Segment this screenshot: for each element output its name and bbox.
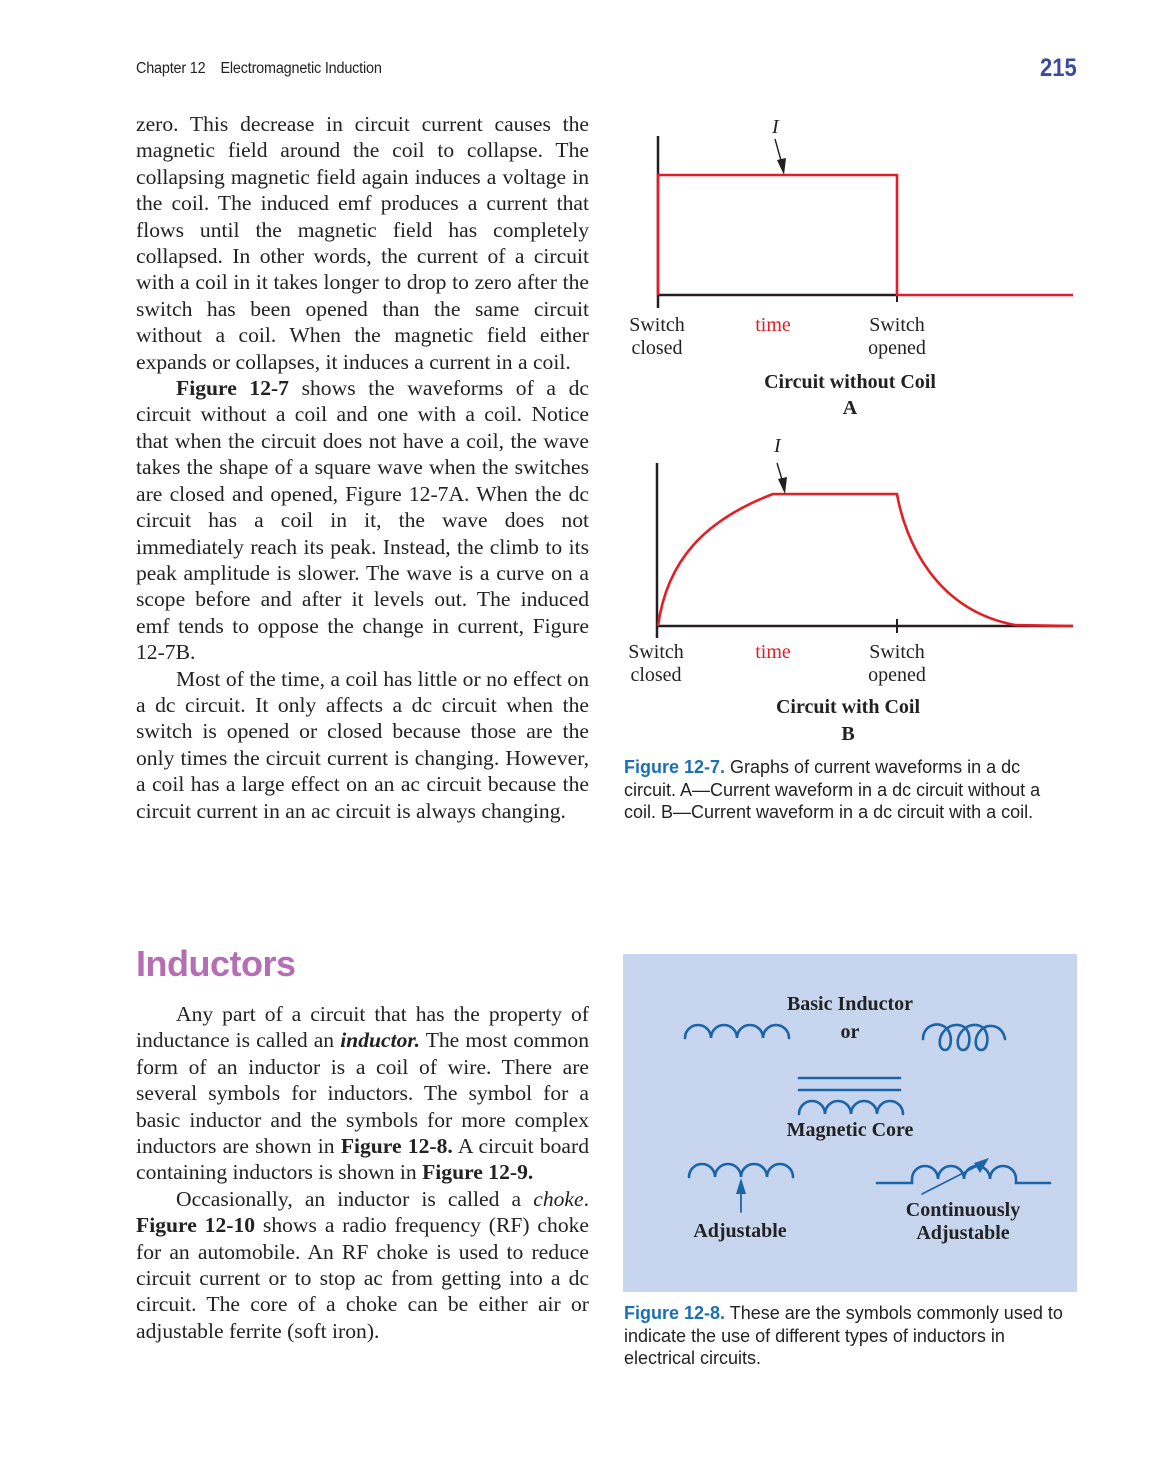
figure-12-7-caption	[624, 756, 1064, 824]
emphasized-text: Figure 12-10	[136, 1213, 256, 1238]
paragraph: Occasionally, an inductor is called a choke. Figure 12-10 shows a radio frequency (RF) choke for an automobile. An RF choke is used to reduce circuit current or to stop ac from getting into a dc circuit. The core of a choke can be either air or adjustable ferrite (soft iron).	[136, 1186, 589, 1343]
or-label: or	[840, 1021, 860, 1043]
magnetic-core-label: Magnetic Core	[786, 1119, 914, 1141]
paragraph: Any part of a circuit that has the property of inductance is called an inductor. The most common form of an inductor is a coil of wire. There are several symbols for inductors. The symbol for a basic inductor and the symbols for more complex inductors are shown in Figure 12-8. A circuit board containing inductors is shown in Figure 12-9.	[136, 1002, 589, 1185]
body-column	[136, 111, 589, 824]
paragraph: Most of the time, a coil has little or no effect on a dc circuit. It only affects a dc circuit when the switch is opened or closed because those are the only times the circuit current is changing. However, a coil has a large effect on an ac circuit because the circuit current in an ac circuit is always changing.	[136, 666, 589, 823]
current-label: I	[774, 435, 781, 457]
panel-b-letter: B	[841, 723, 855, 745]
page-number: 215	[1040, 54, 1077, 82]
figure-reference: Figure 12-8.	[624, 1303, 726, 1323]
running-head	[136, 60, 382, 78]
emphasized-text: Figure 12-9.	[422, 1160, 534, 1185]
switch-opened-label	[860, 641, 934, 687]
switch-opened-label	[860, 314, 934, 360]
chapter-title: Electromagnetic Induction	[220, 60, 382, 77]
panel-a-waveform	[658, 175, 1073, 295]
label-line: Switch	[869, 314, 925, 336]
caption-text: These are the symbols commonly used to indicate the use of different types of inductors in electrical circuits.	[624, 1303, 1063, 1368]
paragraph: Figure 12-7 shows the waveforms of a dc circuit without a coil and one with a coil. Notice that when the circuit does not have a coil, the wave takes the shape of a square wave when the switches are closed and opened, Figure 12-7A. When the dc circuit has a coil in it, the wave does not immediately reach its peak. Instead, the climb to its peak amplitude is slower. The wave is a curve on a scope before and after it levels out. The induced emf tends to oppose the change in current, Figure 12-7B.	[136, 376, 589, 665]
figure-12-7	[605, 110, 1085, 750]
label-line: closed	[631, 337, 683, 359]
current-arrow-icon	[775, 139, 786, 175]
panel-b-title: Circuit with Coil	[775, 696, 921, 718]
continuously-adjustable-label	[878, 1199, 1048, 1245]
time-axis-label: time	[755, 314, 791, 336]
figure-reference: Figure 12-7.	[624, 757, 726, 777]
adjustable-label: Adjustable	[693, 1220, 787, 1242]
panel-a-letter: A	[842, 397, 858, 419]
current-label: I	[772, 116, 779, 138]
panel-b-waveform	[658, 494, 1073, 626]
switch-closed-label	[619, 641, 693, 687]
label-line: Switch	[869, 641, 925, 663]
emphasized-text: inductor.	[340, 1028, 420, 1053]
time-axis-label: time	[755, 641, 791, 663]
label-line: Continuously	[905, 1199, 1021, 1221]
current-arrow-icon	[777, 463, 787, 494]
panel-a-title: Circuit without Coil	[764, 371, 936, 393]
emphasized-text: choke	[533, 1186, 584, 1211]
label-line: Switch	[629, 314, 685, 336]
section-heading: Inductors	[136, 943, 296, 984]
looped-inductor-icon	[923, 1024, 1005, 1050]
label-line: Switch	[628, 641, 684, 663]
label-line: closed	[630, 664, 682, 686]
label-line: opened	[868, 664, 926, 686]
label-line: Adjustable	[916, 1222, 1010, 1244]
chapter-number: Chapter 12	[136, 60, 206, 77]
arrowhead-icon	[736, 1178, 746, 1194]
continuously-adjustable-inductor-icon	[877, 1164, 1050, 1194]
paragraph: zero. This decrease in circuit current causes the magnetic field around the coil to collapse. The collapsing magnetic field again induces a voltage in the coil. The induced emf produces a current that flows until the magnetic field has completely collapsed. In other words, the current of a circuit with a coil in it takes longer to drop to zero after the switch has been opened than the same circuit without a coil. When the magnetic field either expands or collapses, it induces a current in a coil.	[136, 112, 589, 374]
figure-12-8-caption	[624, 1302, 1064, 1370]
magnetic-core-icon	[799, 1078, 903, 1114]
switch-closed-label	[620, 314, 694, 360]
caption-text: Graphs of current waveforms in a dc circuit. A—Current waveform in a dc circuit without a coil. B—Current waveform in a dc circuit with a coil.	[624, 757, 1041, 822]
panel-b-axes	[657, 463, 1073, 638]
figure-12-8	[623, 954, 1077, 1292]
emphasized-text: Figure 12-7	[176, 376, 289, 401]
section-body	[136, 1001, 589, 1344]
panel-a-axes	[658, 136, 897, 308]
label-line: opened	[868, 337, 926, 359]
emphasized-text: Figure 12-8.	[340, 1134, 453, 1159]
basic-inductor-icon	[685, 1025, 789, 1038]
basic-inductor-label: Basic Inductor	[786, 993, 914, 1015]
